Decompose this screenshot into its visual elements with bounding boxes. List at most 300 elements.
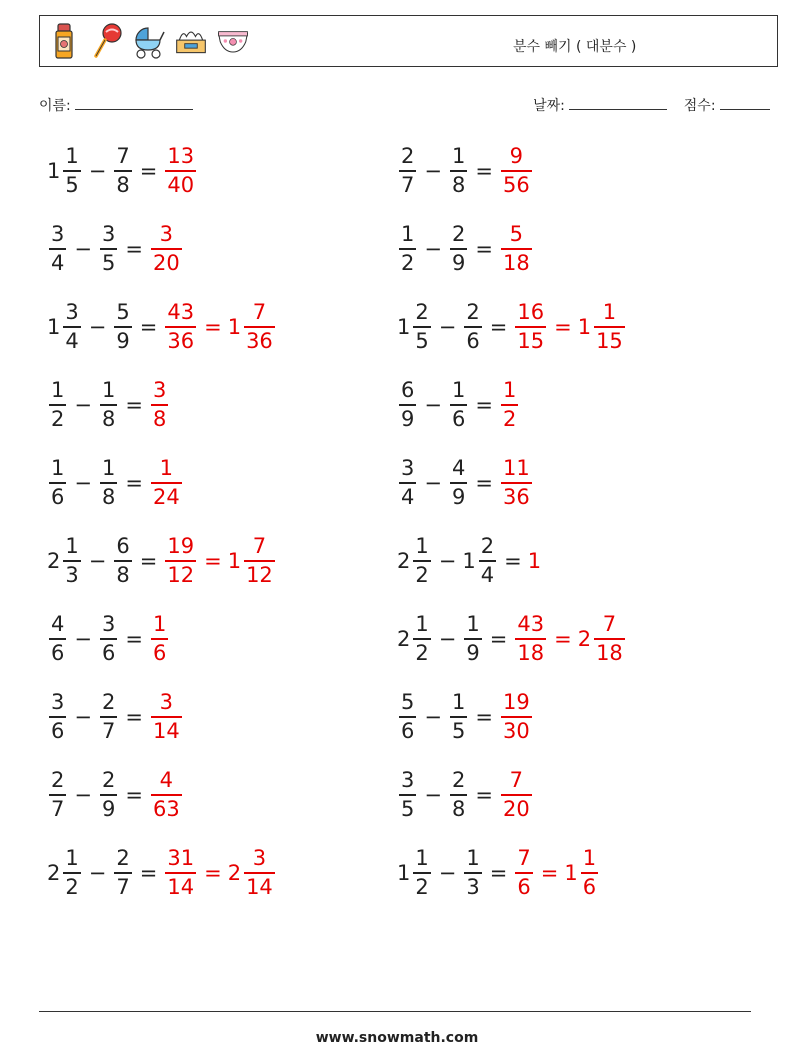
answer-fraction	[165, 536, 196, 586]
minuend-fraction-denominator: 5	[415, 328, 429, 353]
equals-sign: =	[475, 782, 493, 807]
answer-fraction-denominator: 8	[152, 406, 167, 431]
problem-16	[397, 692, 534, 742]
answer-mixed-fraction-denominator: 18	[596, 640, 623, 665]
minus-sign: −	[74, 236, 92, 261]
minuend-whole: 1	[397, 314, 411, 339]
answer-fraction-denominator: 6	[517, 874, 531, 899]
problem-1	[47, 146, 198, 196]
answer-fraction	[501, 692, 532, 742]
answer-fraction-numerator: 19	[167, 534, 195, 558]
minus-sign: −	[438, 626, 457, 651]
minuend-fraction-numerator: 1	[415, 534, 429, 558]
minuend-whole: 2	[397, 626, 411, 651]
answer-fraction-denominator: 15	[517, 328, 545, 353]
answer-fraction-denominator: 63	[152, 796, 180, 821]
subtrahend-fraction	[114, 146, 131, 196]
minuend-fraction	[399, 224, 416, 274]
minus-sign: −	[88, 158, 107, 183]
minus-sign: −	[88, 548, 107, 573]
subtrahend-fraction-numerator: 1	[466, 846, 480, 870]
minuend-fraction	[399, 380, 416, 430]
minuend-fraction	[63, 536, 80, 586]
answer-mixed-fraction-numerator: 1	[602, 300, 617, 324]
subtrahend-fraction-denominator: 9	[116, 328, 130, 353]
minuend-fraction	[49, 692, 66, 742]
minuend-fraction	[399, 146, 416, 196]
answer-fraction-denominator: 2	[502, 406, 517, 431]
tissue-box-icon	[174, 22, 208, 60]
answer-fraction-numerator: 31	[167, 846, 195, 870]
subtrahend-fraction-denominator: 6	[101, 640, 116, 665]
minuend-whole: 1	[397, 860, 411, 885]
minuend-fraction-denominator: 6	[51, 718, 65, 743]
subtrahend-fraction	[114, 536, 131, 586]
subtrahend-fraction-numerator: 3	[101, 612, 116, 636]
minus-sign: −	[438, 860, 457, 885]
answer-fraction	[501, 380, 518, 430]
subtrahend-fraction-numerator: 4	[451, 456, 466, 480]
answer-equals-sign: =	[204, 860, 222, 885]
subtrahend-fraction-denominator: 4	[480, 562, 495, 587]
minuend-whole: 2	[397, 548, 411, 573]
subtrahend-fraction-denominator: 8	[101, 406, 116, 431]
answer	[499, 770, 534, 820]
answer-fraction-numerator: 4	[159, 768, 174, 792]
answer	[499, 380, 520, 430]
answer-fraction-numerator: 3	[159, 222, 174, 246]
score-blank[interactable]	[720, 95, 770, 110]
minuend-fraction	[413, 536, 430, 586]
minuend-fraction	[413, 302, 430, 352]
subtrahend-fraction	[464, 302, 481, 352]
answer-mixed-whole: 1	[577, 314, 592, 339]
name-field	[39, 95, 193, 115]
subtrahend-fraction-numerator: 2	[451, 768, 466, 792]
equals-sign: =	[125, 236, 143, 261]
worksheet-title: 분수 빼기 ( 대분수 )	[513, 39, 637, 55]
subtrahend-fraction	[450, 692, 467, 742]
minus-sign: −	[424, 470, 442, 495]
answer-mixed-fraction-numerator: 3	[252, 846, 267, 870]
answer-fraction-denominator: 24	[152, 484, 180, 509]
answer-mixed-fraction	[244, 848, 275, 898]
minuend-fraction-denominator: 6	[51, 640, 65, 665]
minuend-fraction	[49, 380, 66, 430]
subtrahend-fraction	[479, 536, 496, 586]
problem-11	[47, 536, 277, 586]
minuend-fraction-denominator: 2	[65, 874, 79, 899]
equals-sign: =	[139, 314, 158, 339]
equals-sign: =	[489, 314, 508, 339]
minuend-fraction-denominator: 5	[65, 172, 79, 197]
answer-fraction-denominator: 20	[152, 250, 180, 275]
problem-6	[397, 302, 627, 352]
answer-mixed-fraction	[244, 536, 275, 586]
minuend-fraction	[413, 848, 430, 898]
problem-18	[397, 770, 534, 820]
answer-mixed-fraction	[594, 614, 625, 664]
answer	[499, 458, 534, 508]
minuend-fraction	[413, 614, 430, 664]
answer-fraction	[151, 458, 182, 508]
subtrahend-fraction-numerator: 1	[451, 690, 466, 714]
answer	[513, 302, 626, 352]
answer-mixed-fraction-numerator: 1	[582, 846, 597, 870]
answer-equals-sign: =	[204, 314, 222, 339]
answer-fraction-numerator: 9	[509, 144, 524, 168]
subtrahend-fraction-denominator: 6	[466, 328, 480, 353]
subtrahend-fraction-denominator: 9	[451, 250, 466, 275]
equals-sign: =	[139, 860, 158, 885]
answer-mixed-fraction-denominator: 6	[582, 874, 597, 899]
answer	[513, 614, 626, 664]
name-blank[interactable]	[75, 95, 193, 110]
answer	[499, 692, 534, 742]
baby-stroller-icon	[132, 22, 166, 60]
answer-fraction-denominator: 36	[502, 484, 530, 509]
problem-10	[397, 458, 534, 508]
answer-fraction	[515, 614, 546, 664]
subtrahend-fraction	[100, 770, 117, 820]
answer-fraction-numerator: 1	[152, 612, 167, 636]
answer	[499, 224, 534, 274]
minuend-fraction-denominator: 7	[51, 796, 65, 821]
answer-fraction-numerator: 7	[517, 846, 531, 870]
date-label: 날짜:	[533, 98, 565, 114]
answer-fraction-numerator: 1	[502, 378, 517, 402]
answer-mixed-fraction	[581, 848, 598, 898]
subtrahend-fraction-numerator: 1	[451, 378, 466, 402]
equals-sign: =	[504, 548, 522, 573]
minuend-fraction	[49, 614, 66, 664]
answer	[163, 302, 276, 352]
diaper-icon	[216, 22, 250, 60]
date-score-fields	[533, 95, 770, 115]
problem-3	[47, 224, 184, 274]
answer-mixed-whole: 1	[564, 860, 578, 885]
minuend-fraction	[399, 458, 416, 508]
problem-15	[47, 692, 184, 742]
problem-20	[397, 848, 600, 898]
minuend-fraction-numerator: 5	[401, 690, 415, 714]
minuend-fraction-numerator: 1	[51, 378, 65, 402]
answer	[149, 770, 184, 820]
answer-mixed-whole: 2	[227, 860, 242, 885]
problem-4	[397, 224, 534, 274]
subtrahend-fraction-denominator: 3	[466, 874, 480, 899]
minus-sign: −	[424, 392, 442, 417]
minuend-fraction	[399, 692, 416, 742]
subtrahend-fraction-numerator: 7	[116, 144, 130, 168]
answer-fraction	[501, 770, 532, 820]
minuend-fraction-numerator: 2	[415, 300, 429, 324]
subtrahend-fraction-numerator: 2	[451, 222, 466, 246]
problem-13	[47, 614, 170, 664]
answer-fraction-denominator: 30	[502, 718, 530, 743]
minuend-fraction-numerator: 1	[51, 456, 65, 480]
equals-sign: =	[139, 548, 158, 573]
answer-fraction-denominator: 18	[517, 640, 545, 665]
subtrahend-fraction-denominator: 5	[101, 250, 116, 275]
answer-fraction	[165, 146, 196, 196]
answer-fraction-numerator: 3	[159, 690, 174, 714]
answer-fraction-denominator: 6	[152, 640, 167, 665]
subtrahend-fraction-numerator: 1	[101, 378, 116, 402]
minus-sign: −	[74, 626, 92, 651]
subtrahend-fraction-denominator: 9	[466, 640, 480, 665]
answer-mixed-fraction	[594, 302, 625, 352]
answer-fraction	[501, 458, 532, 508]
subtrahend-fraction	[450, 146, 467, 196]
answer	[163, 536, 276, 586]
minus-sign: −	[424, 704, 442, 729]
minuend-fraction-denominator: 6	[401, 718, 415, 743]
subtrahend-fraction-numerator: 2	[116, 846, 130, 870]
minuend-fraction-denominator: 2	[401, 250, 415, 275]
equals-sign: =	[125, 704, 143, 729]
subtrahend-fraction	[100, 614, 117, 664]
subtrahend-fraction	[450, 380, 467, 430]
answer-fraction	[501, 224, 532, 274]
answer-mixed-fraction-denominator: 14	[246, 874, 273, 899]
minuend-fraction-numerator: 3	[51, 222, 65, 246]
minuend-fraction-numerator: 2	[401, 144, 415, 168]
subtrahend-fraction	[464, 614, 481, 664]
minuend-fraction-denominator: 2	[415, 874, 429, 899]
answer-fraction	[151, 614, 168, 664]
answer-whole: 1	[527, 548, 542, 573]
equals-sign: =	[475, 236, 493, 261]
subtrahend-fraction	[450, 458, 467, 508]
answer-fraction-numerator: 43	[167, 300, 195, 324]
minus-sign: −	[74, 392, 92, 417]
minuend-fraction	[49, 458, 66, 508]
minuend-fraction-denominator: 9	[401, 406, 415, 431]
minuend-whole: 2	[47, 860, 61, 885]
subtrahend-fraction-denominator: 8	[451, 796, 466, 821]
minuend-whole: 2	[47, 548, 61, 573]
problem-12	[397, 536, 541, 586]
answer	[163, 146, 198, 196]
minus-sign: −	[424, 782, 442, 807]
subtrahend-fraction-numerator: 6	[116, 534, 130, 558]
minus-sign: −	[438, 548, 457, 573]
minuend-fraction-denominator: 6	[51, 484, 65, 509]
equals-sign: =	[139, 158, 158, 183]
problem-14	[397, 614, 627, 664]
answer-fraction	[165, 848, 196, 898]
answer-mixed-fraction-denominator: 15	[596, 328, 623, 353]
answer-fraction-numerator: 43	[517, 612, 545, 636]
subtrahend-fraction	[114, 848, 131, 898]
subtrahend-fraction-denominator: 9	[101, 796, 116, 821]
answer-fraction-numerator: 16	[517, 300, 545, 324]
subtrahend-fraction	[100, 458, 117, 508]
subtrahend-fraction	[100, 380, 117, 430]
minuend-fraction-denominator: 2	[415, 562, 429, 587]
minuend-fraction-denominator: 7	[401, 172, 415, 197]
subtrahend-fraction-numerator: 5	[116, 300, 130, 324]
subtrahend-fraction	[100, 224, 117, 274]
answer-fraction	[151, 380, 168, 430]
subtrahend-fraction-denominator: 7	[101, 718, 116, 743]
minuend-whole: 1	[47, 158, 61, 183]
answer-fraction	[501, 146, 532, 196]
equals-sign: =	[475, 470, 493, 495]
answer-fraction-denominator: 12	[167, 562, 195, 587]
subtrahend-fraction	[450, 770, 467, 820]
equals-sign: =	[475, 392, 493, 417]
subtrahend-fraction-denominator: 8	[116, 172, 130, 197]
header-icons	[48, 22, 250, 60]
answer-mixed-fraction-numerator: 7	[252, 300, 267, 324]
minuend-fraction-numerator: 3	[65, 300, 79, 324]
answer	[149, 614, 170, 664]
answer-fraction-denominator: 14	[152, 718, 180, 743]
answer-mixed-fraction-numerator: 7	[252, 534, 267, 558]
answer-fraction-numerator: 1	[159, 456, 174, 480]
minuend-fraction	[49, 770, 66, 820]
minuend-fraction	[63, 302, 80, 352]
minuend-fraction-numerator: 1	[401, 222, 415, 246]
problem-8	[397, 380, 520, 430]
score-label: 점수:	[683, 98, 716, 114]
answer-mixed-fraction-denominator: 12	[246, 562, 273, 587]
minuend-whole: 1	[47, 314, 61, 339]
answer-fraction	[151, 692, 182, 742]
subtrahend-fraction-numerator: 2	[466, 300, 480, 324]
problem-17	[47, 770, 184, 820]
answer-fraction	[151, 770, 182, 820]
name-label: 이름:	[39, 98, 71, 114]
subtrahend-fraction-numerator: 1	[451, 144, 466, 168]
minuend-fraction-numerator: 1	[65, 534, 79, 558]
minuend-fraction-denominator: 4	[401, 484, 415, 509]
equals-sign: =	[125, 782, 143, 807]
minus-sign: −	[88, 314, 107, 339]
minuend-fraction	[399, 770, 416, 820]
answer-fraction-numerator: 7	[509, 768, 524, 792]
minuend-fraction-numerator: 4	[51, 612, 65, 636]
subtrahend-fraction-numerator: 2	[480, 534, 495, 558]
subtrahend-whole: 1	[462, 548, 476, 573]
answer	[163, 848, 276, 898]
equals-sign: =	[489, 860, 508, 885]
footer-divider	[39, 1011, 751, 1012]
problem-9	[47, 458, 184, 508]
subtrahend-fraction-denominator: 6	[451, 406, 466, 431]
minuend-fraction-denominator: 4	[65, 328, 79, 353]
minus-sign: −	[424, 236, 442, 261]
minuend-fraction	[63, 146, 80, 196]
problem-5	[47, 302, 277, 352]
footer-url: www.snowmath.com	[315, 1030, 479, 1046]
answer	[499, 146, 534, 196]
answer-equals-sign: =	[554, 626, 572, 651]
answer-fraction-denominator: 20	[502, 796, 530, 821]
answer-equals-sign: =	[204, 548, 222, 573]
answer-fraction-denominator: 40	[167, 172, 195, 197]
answer-equals-sign: =	[554, 314, 572, 339]
date-blank[interactable]	[569, 95, 667, 110]
answer-mixed-fraction	[244, 302, 275, 352]
subtrahend-fraction-numerator: 1	[466, 612, 480, 636]
subtrahend-fraction-numerator: 2	[101, 768, 116, 792]
subtrahend-fraction-denominator: 5	[451, 718, 466, 743]
minuend-fraction-denominator: 4	[51, 250, 65, 275]
problem-2	[397, 146, 534, 196]
minuend-fraction-denominator: 2	[51, 406, 65, 431]
answer-fraction	[515, 848, 532, 898]
minuend-fraction-numerator: 6	[401, 378, 415, 402]
answer-mixed-fraction-denominator: 36	[246, 328, 273, 353]
answer-fraction-numerator: 3	[152, 378, 167, 402]
answer-fraction-denominator: 18	[502, 250, 530, 275]
subtrahend-fraction-numerator: 1	[101, 456, 116, 480]
minuend-fraction-denominator: 5	[401, 796, 415, 821]
subtrahend-fraction-denominator: 7	[116, 874, 130, 899]
subtrahend-fraction-denominator: 8	[451, 172, 466, 197]
minuend-fraction-numerator: 2	[51, 768, 65, 792]
answer	[149, 458, 184, 508]
minuend-fraction-denominator: 2	[415, 640, 429, 665]
baby-bottle-icon	[48, 22, 82, 60]
problem-19	[47, 848, 277, 898]
answer-fraction-numerator: 11	[502, 456, 530, 480]
minus-sign: −	[438, 314, 457, 339]
subtrahend-fraction	[464, 848, 481, 898]
minuend-fraction-numerator: 1	[415, 846, 429, 870]
minuend-fraction	[63, 848, 80, 898]
answer-fraction	[515, 302, 546, 352]
equals-sign: =	[475, 158, 493, 183]
subtrahend-fraction	[450, 224, 467, 274]
answer-equals-sign: =	[540, 860, 559, 885]
answer-fraction	[151, 224, 182, 274]
answer-mixed-whole: 1	[227, 314, 242, 339]
answer-fraction-denominator: 14	[167, 874, 195, 899]
subtrahend-fraction-denominator: 8	[101, 484, 116, 509]
equals-sign: =	[475, 704, 493, 729]
answer-mixed-whole: 1	[227, 548, 242, 573]
minuend-fraction-numerator: 1	[65, 144, 79, 168]
answer	[513, 848, 600, 898]
equals-sign: =	[125, 626, 143, 651]
equals-sign: =	[125, 470, 143, 495]
problem-7	[47, 380, 170, 430]
minus-sign: −	[74, 782, 92, 807]
answer-fraction-numerator: 19	[502, 690, 530, 714]
minuend-fraction-numerator: 1	[65, 846, 79, 870]
answer-fraction-numerator: 13	[167, 144, 195, 168]
answer-mixed-fraction-numerator: 7	[602, 612, 617, 636]
minuend-fraction	[49, 224, 66, 274]
subtrahend-fraction	[114, 302, 131, 352]
subtrahend-fraction-numerator: 2	[101, 690, 116, 714]
equals-sign: =	[489, 626, 508, 651]
answer-fraction-denominator: 36	[167, 328, 195, 353]
minuend-fraction-numerator: 1	[415, 612, 429, 636]
answer	[528, 549, 541, 573]
subtrahend-fraction	[100, 692, 117, 742]
minus-sign: −	[88, 860, 107, 885]
subtrahend-fraction-numerator: 3	[101, 222, 116, 246]
worksheet-header	[39, 15, 778, 67]
minus-sign: −	[74, 470, 92, 495]
subtrahend-fraction-denominator: 8	[116, 562, 130, 587]
rattle-icon	[90, 22, 124, 60]
